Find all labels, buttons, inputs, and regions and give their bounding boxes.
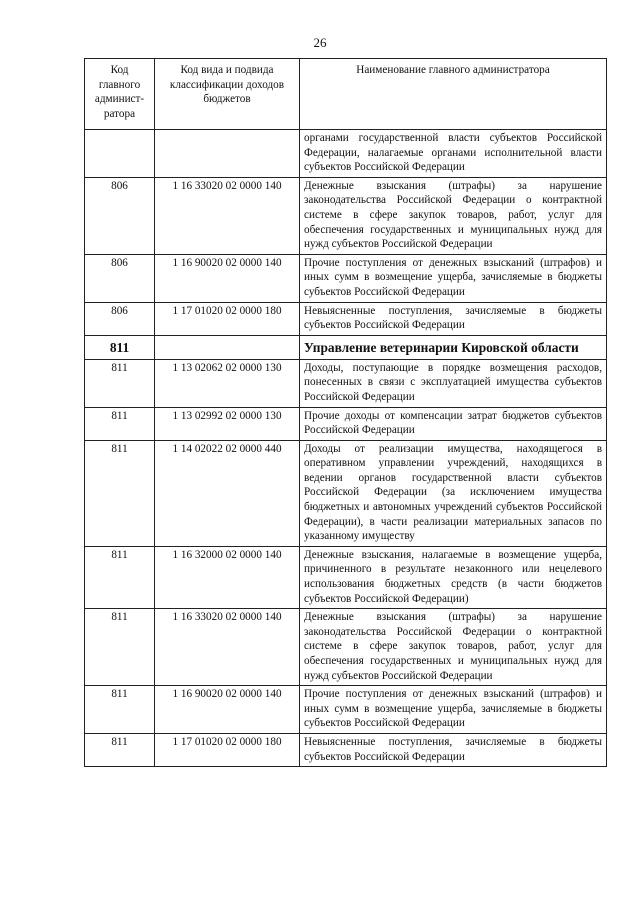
admin-code-cell: 811 <box>85 686 155 734</box>
page-number: 26 <box>313 35 327 50</box>
admin-name-cell: Прочие доходы от компенсации затрат бюджетов субъектов Российской Федерации <box>300 407 607 440</box>
revenue-code-cell: 1 14 02022 02 0000 440 <box>155 440 300 546</box>
admin-code-cell: 811 <box>85 609 155 686</box>
table-row <box>85 254 607 302</box>
header-revenue-code: Код вида и подвида классификации доходов бюджетов <box>155 59 300 130</box>
table-row <box>85 130 607 178</box>
admin-name-cell: Прочие поступления от денежных взысканий (штрафов) и иных сумм в возмещение ущерба, зачисляемые в бюджеты субъектов Российской Федерации <box>300 254 607 302</box>
revenue-code-cell: 1 13 02062 02 0000 130 <box>155 359 300 407</box>
revenue-code-cell: 1 16 33020 02 0000 140 <box>155 177 300 254</box>
table-row <box>85 177 607 254</box>
header-admin-name: Наименование главного администратора <box>300 59 607 130</box>
revenue-code-cell: 1 16 90020 02 0000 140 <box>155 254 300 302</box>
admin-code-cell: 811 <box>85 546 155 608</box>
revenue-code-cell <box>155 335 300 359</box>
admin-name-cell: Невыясненные поступления, зачисляемые в бюджеты субъектов Российской Федерации <box>300 302 607 335</box>
admin-code-cell: 811 <box>85 440 155 546</box>
admin-code-cell: 811 <box>85 733 155 766</box>
admin-name-cell: Доходы от реализации имущества, находящегося в оперативном управлении учреждений, находящихся в ведении органов государственной власти субъектов Российской Федерации (за исключением имущества бюджетных и автономных учреждений субъектов Российской Федерации), в части реализации материальных запасов по указанному имуществу <box>300 440 607 546</box>
admin-name-cell: Управление ветеринарии Кировской области <box>300 335 607 359</box>
admin-name-cell: Прочие поступления от денежных взысканий (штрафов) и иных сумм в возмещение ущерба, зачисляемые в бюджеты субъектов Российской Федерации <box>300 686 607 734</box>
admin-name-cell: Денежные взыскания (штрафы) за нарушение законодательства Российской Федерации о контрактной системе в сфере закупок товаров, работ, услуг для обеспечения государственных и муниципальных нужд для нужд субъектов Российской Федерации <box>300 177 607 254</box>
revenue-code-cell: 1 16 32000 02 0000 140 <box>155 546 300 608</box>
admin-code-cell <box>85 130 155 178</box>
admin-code-cell: 811 <box>85 359 155 407</box>
revenue-code-cell: 1 16 33020 02 0000 140 <box>155 609 300 686</box>
revenue-code-cell: 1 13 02992 02 0000 130 <box>155 407 300 440</box>
admin-name-cell: Денежные взыскания, налагаемые в возмещение ущерба, причиненного в результате незаконного или нецелевого использования бюджетных средств (в части бюджетов субъектов Российской Федерации) <box>300 546 607 608</box>
admin-name-cell: Невыясненные поступления, зачисляемые в бюджеты субъектов Российской Федерации <box>300 733 607 766</box>
revenue-administrators-table <box>84 58 607 767</box>
table-body <box>85 130 607 767</box>
admin-code-cell: 806 <box>85 254 155 302</box>
revenue-code-cell: 1 17 01020 02 0000 180 <box>155 302 300 335</box>
revenue-code-cell <box>155 130 300 178</box>
header-row <box>85 59 607 130</box>
table-row <box>85 440 607 546</box>
admin-code-cell: 806 <box>85 177 155 254</box>
admin-code-cell: 811 <box>85 335 155 359</box>
admin-name-cell: Доходы, поступающие в порядке возмещения расходов, понесенных в связи с эксплуатацией имущества субъектов Российской Федерации <box>300 359 607 407</box>
revenue-code-cell: 1 17 01020 02 0000 180 <box>155 733 300 766</box>
admin-code-cell: 811 <box>85 407 155 440</box>
table-row <box>85 302 607 335</box>
header-admin-code: Код главного админист-ратора <box>85 59 155 130</box>
table-row <box>85 686 607 734</box>
table-row <box>85 546 607 608</box>
table-row <box>85 733 607 766</box>
administrator-heading-row <box>85 335 607 359</box>
table-row <box>85 407 607 440</box>
revenue-code-cell: 1 16 90020 02 0000 140 <box>155 686 300 734</box>
table-header <box>85 59 607 130</box>
admin-code-cell: 806 <box>85 302 155 335</box>
admin-name-cell: Денежные взыскания (штрафы) за нарушение законодательства Российской Федерации о контрактной системе в сфере закупок товаров, работ, услуг для обеспечения государственных и муниципальных нужд для нужд субъектов Российской Федерации <box>300 609 607 686</box>
table-row <box>85 609 607 686</box>
admin-name-cell: органами государственной власти субъектов Российской Федерации, налагаемые органами исполнительной власти субъектов Российской Федерации <box>300 130 607 178</box>
table-row <box>85 359 607 407</box>
